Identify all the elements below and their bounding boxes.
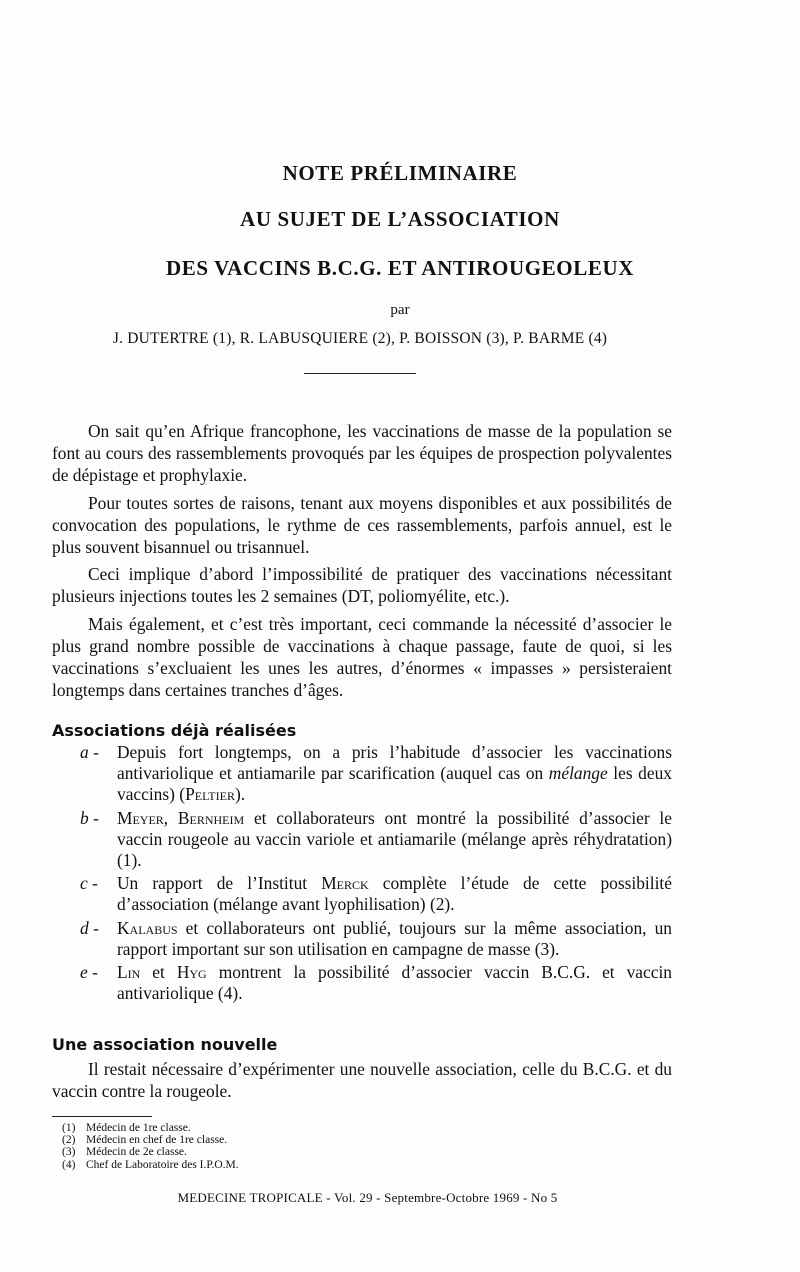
footnote: (1) Médecin de 1re classe. (62, 1122, 191, 1134)
list-item (80, 873, 672, 915)
section-heading-new-association: Une association nouvelle (52, 1035, 278, 1055)
body-paragraph: Il restait nécessaire d’expérimenter une nouvelle association, celle du B.C.G. et du vaccin contre la rougeole. (52, 1059, 672, 1101)
authors-line: J. DUTERTRE (1), R. LABUSQUIERE (2), P. BOISSON (3), P. BARME (4) (112, 330, 608, 347)
title-line-3: DES VACCINS B.C.G. ET ANTIROUGEOLEUX (166, 256, 634, 280)
footnote: (2) Médecin en chef de 1re classe. (62, 1134, 228, 1147)
footnotes (62, 1122, 239, 1171)
list-item (80, 918, 672, 960)
intro-text (52, 420, 672, 706)
title-divider (304, 373, 416, 374)
title-line-2: AU SUJET DE L’ASSOCIATION (240, 207, 560, 231)
section-heading-associations: Associations déjà réalisées (52, 721, 297, 741)
journal-footer: MEDECINE TROPICALE - Vol. 29 - Septembre-Octobre 1969 - No 5 (177, 1190, 558, 1205)
footnote: (3) Médecin de 2e classe. (62, 1146, 187, 1159)
list-item-text: Lin et Hyg montrent la possibilité d’associer vaccin B.C.G. et vaccin antivariolique (4). (117, 962, 672, 1004)
list-marker: c - (80, 873, 98, 894)
list-item-text: Depuis fort longtemps, on a pris l’habitude d’associer les vaccinations antivariolique et antiamarile par scarification (auquel cas on mélange les deux vaccins) (Peltier). (117, 742, 672, 805)
list-item (80, 742, 672, 806)
list-marker: d - (80, 917, 99, 938)
intro-paragraph: Pour toutes sortes de raisons, tenant aux moyens disponibles et aux possibilités de convocation des populations, le rythme de ces rassemblements, parfois annuel, est le plus souvent bisannuel ou trisannuel. (52, 492, 672, 558)
intro-paragraph: On sait qu’en Afrique francophone, les vaccinations de masse de la population se font au cours des rassemblements provoqués par les équipes de prospection polyvalentes de dépistage et prophylaxie. (52, 421, 672, 486)
list-item (80, 962, 672, 1004)
by-label: par (390, 302, 410, 318)
list-marker: e - (80, 962, 98, 983)
list-item-text: Un rapport de l’Institut Merck complète l’étude de cette possibilité d’association (mélange avant lyophilisation) (2). (117, 873, 672, 915)
list-item (80, 808, 672, 872)
footnote: (4) Chef de Laboratoire des I.P.O.M. (62, 1158, 239, 1171)
list-item-text: Kalabus et collaborateurs ont publié, toujours sur la même association, un rapport important sur son utilisation en campagne de masse (3). (117, 917, 672, 959)
list-marker: a - (80, 742, 99, 762)
title-line-1: NOTE PRÉLIMINAIRE (282, 161, 518, 185)
list-marker: b - (80, 807, 99, 828)
new-association-text (52, 1058, 672, 1102)
intro-paragraph: Ceci implique d’abord l’impossibilité de pratiquer des vaccinations nécessitant plusieurs injections toutes les 2 semaines (DT, poliomyélite, etc.). (52, 564, 672, 607)
list-item-text: Meyer, Bernheim et collaborateurs ont montré la possibilité d’associer le vaccin rougeole au vaccin variole et antiamarile (mélange après réhydratation) (1). (117, 807, 672, 871)
associations-list (80, 742, 672, 1006)
intro-paragraph: Mais également, et c’est très important, ceci commande la nécessité d’associer le plus grand nombre possible de vaccinations à chaque passage, faute de quoi, si les vaccinations s’excluaient les unes les autres, d’énormes « impasses » persisteraient longtemps dans certaines tranches d’âges. (52, 613, 672, 701)
footnote-divider (52, 1116, 152, 1117)
